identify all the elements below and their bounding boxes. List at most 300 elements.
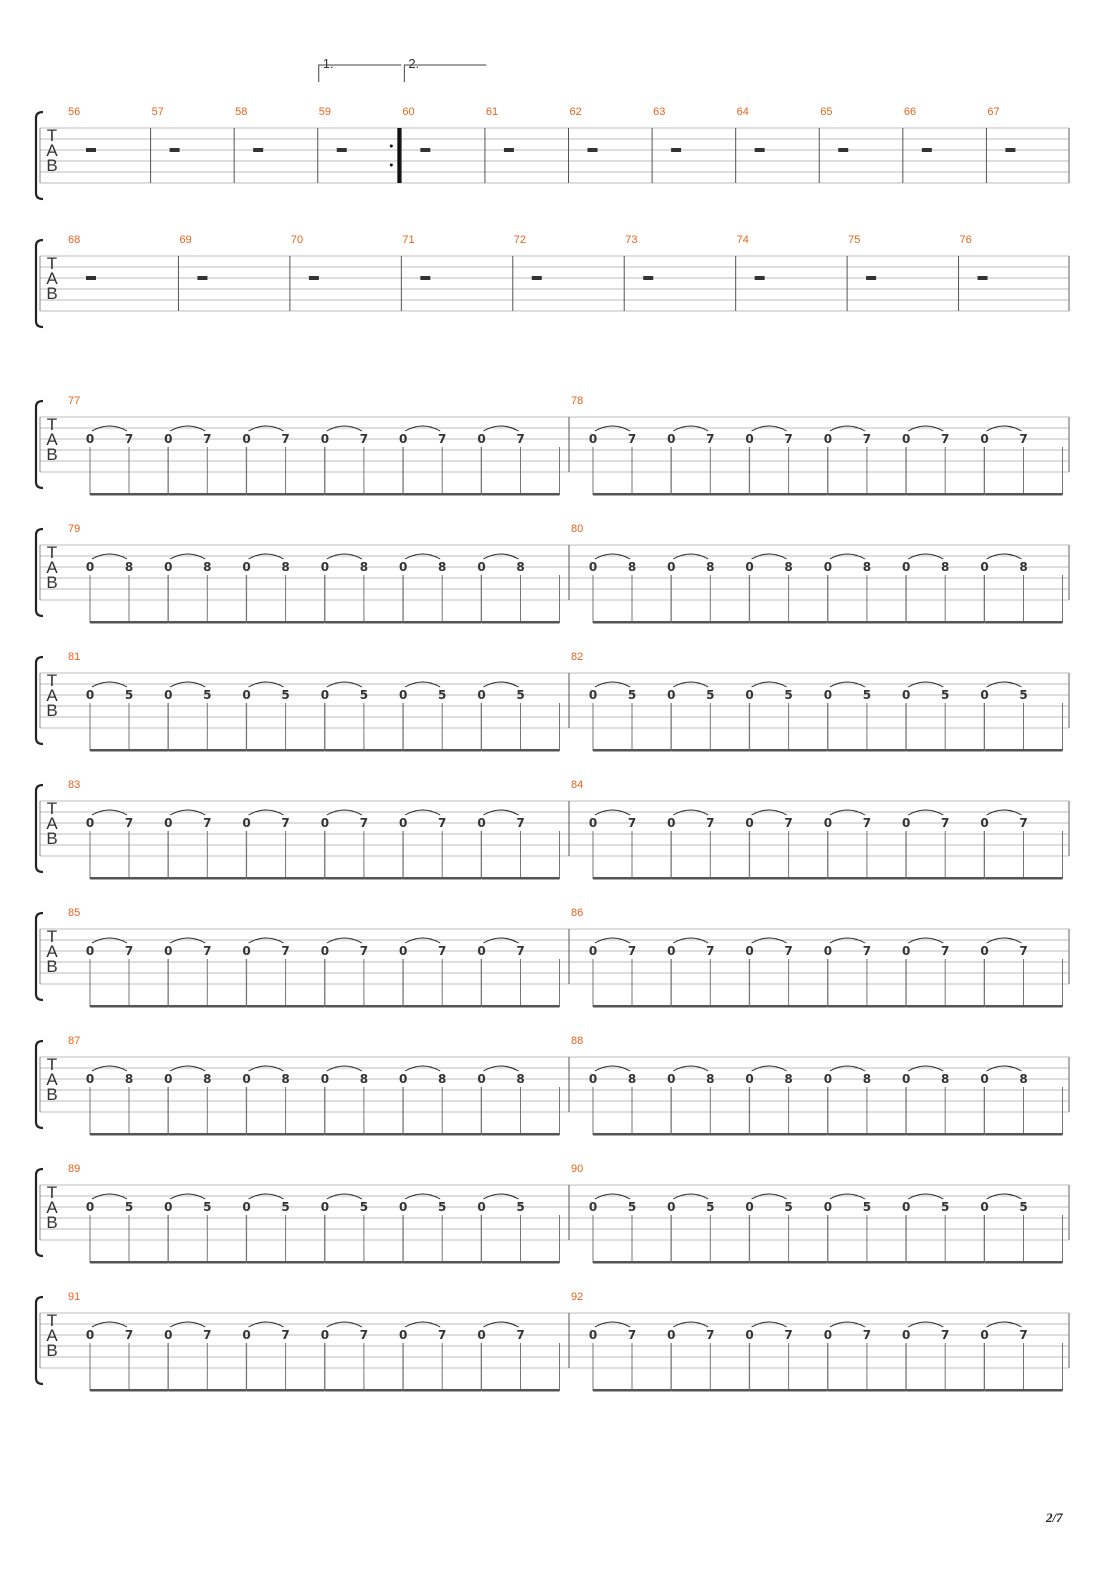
- fret-number: 7: [706, 944, 715, 958]
- fret-number: 7: [124, 432, 134, 446]
- fret-number: 0: [399, 944, 408, 958]
- fret-number: 0: [588, 432, 598, 446]
- fret-number: 0: [902, 432, 911, 446]
- fret-number: 7: [627, 944, 637, 958]
- note-beam: [168, 877, 246, 880]
- fret-number: 0: [85, 1072, 95, 1086]
- fret-number: 7: [784, 944, 793, 958]
- measure-number: 92: [571, 1291, 584, 1303]
- fret-number: 0: [667, 1328, 676, 1342]
- note-beam: [168, 1005, 246, 1008]
- fret-number: 5: [281, 1200, 290, 1214]
- fret-number: 7: [784, 816, 793, 830]
- note-beam: [593, 1389, 671, 1392]
- fret-number: 7: [203, 1328, 212, 1342]
- fret-number: 0: [980, 1328, 989, 1342]
- note-beam: [906, 749, 984, 752]
- fret-number: 0: [588, 944, 598, 958]
- fret-number: 8: [203, 560, 212, 574]
- fret-number: 0: [85, 432, 95, 446]
- page-number: 2/7: [1046, 1510, 1063, 1525]
- fret-number: 0: [320, 1200, 330, 1214]
- fret-number: 8: [124, 1072, 134, 1086]
- measure-number: 71: [402, 234, 415, 246]
- measure-number: 91: [68, 1291, 81, 1303]
- note-beam: [247, 493, 325, 496]
- measure-number: 88: [571, 1035, 584, 1047]
- note-beam: [906, 1133, 984, 1136]
- note-beam: [593, 1133, 671, 1136]
- fret-number: 0: [164, 816, 173, 830]
- fret-number: 5: [203, 1200, 212, 1214]
- fret-number: 0: [745, 560, 754, 574]
- measure-number: 67: [987, 106, 1000, 118]
- tab-clef-letter: A: [46, 1326, 58, 1345]
- fret-number: 8: [706, 560, 715, 574]
- fret-number: 7: [941, 944, 950, 958]
- fret-number: 7: [627, 432, 637, 446]
- note-beam: [750, 1389, 828, 1392]
- note-beam: [90, 1261, 168, 1264]
- fret-number: 0: [667, 688, 676, 702]
- note-beam: [168, 749, 246, 752]
- note-beam: [482, 621, 560, 624]
- note-beam: [671, 749, 749, 752]
- fret-number: 0: [745, 944, 754, 958]
- whole-rest: [253, 148, 263, 152]
- fret-number: 0: [242, 560, 251, 574]
- fret-number: 0: [242, 1200, 251, 1214]
- fret-number: 7: [516, 1328, 525, 1342]
- tab-clef-letter: A: [46, 814, 58, 833]
- fret-number: 5: [516, 1200, 525, 1214]
- tab-clef-letter: A: [46, 1198, 58, 1217]
- fret-number: 0: [320, 560, 330, 574]
- fret-number: 0: [902, 816, 911, 830]
- note-beam: [828, 1261, 906, 1264]
- fret-number: 8: [627, 560, 637, 574]
- fret-number: 0: [242, 688, 251, 702]
- whole-rest: [588, 148, 598, 152]
- repeat-thick-bar: [397, 128, 401, 183]
- note-beam: [593, 749, 671, 752]
- fret-number: 0: [588, 688, 598, 702]
- note-beam: [985, 877, 1063, 880]
- fret-number: 0: [164, 1328, 173, 1342]
- fret-number: 7: [627, 1328, 637, 1342]
- fret-number: 0: [823, 816, 833, 830]
- fret-number: 0: [320, 1328, 330, 1342]
- whole-rest: [1005, 148, 1015, 152]
- fret-number: 7: [281, 432, 290, 446]
- tab-clef-letter: B: [46, 445, 58, 464]
- measure-number: 73: [625, 234, 638, 246]
- note-beam: [482, 749, 560, 752]
- tab-clef-letter: B: [46, 1341, 58, 1360]
- whole-rest: [838, 148, 848, 152]
- fret-number: 5: [941, 688, 950, 702]
- fret-number: 5: [862, 1200, 872, 1214]
- measure-number: 90: [571, 1163, 584, 1175]
- note-beam: [985, 1261, 1063, 1264]
- tab-clef-letter: A: [46, 430, 58, 449]
- fret-number: 8: [281, 560, 290, 574]
- fret-number: 7: [784, 1328, 793, 1342]
- fret-number: 0: [399, 1072, 408, 1086]
- note-beam: [906, 493, 984, 496]
- note-beam: [325, 621, 403, 624]
- fret-number: 0: [902, 944, 911, 958]
- note-beam: [403, 1389, 481, 1392]
- fret-number: 5: [784, 1200, 793, 1214]
- fret-number: 0: [242, 432, 251, 446]
- fret-number: 0: [164, 688, 173, 702]
- measure-number: 79: [68, 523, 81, 535]
- measure-number: 64: [736, 106, 749, 118]
- fret-number: 0: [823, 1072, 833, 1086]
- note-beam: [403, 1261, 481, 1264]
- fret-number: 0: [85, 1328, 95, 1342]
- measure-number: 57: [151, 106, 164, 118]
- fret-number: 8: [516, 560, 525, 574]
- fret-number: 0: [980, 560, 989, 574]
- fret-number: 0: [667, 944, 676, 958]
- fret-number: 0: [477, 560, 486, 574]
- note-beam: [168, 621, 246, 624]
- note-beam: [90, 1389, 168, 1392]
- note-beam: [671, 1005, 749, 1008]
- fret-number: 5: [706, 688, 715, 702]
- fret-number: 5: [1019, 688, 1028, 702]
- fret-number: 0: [85, 1200, 95, 1214]
- fret-number: 0: [477, 1072, 486, 1086]
- fret-number: 0: [399, 816, 408, 830]
- measure-number: 70: [290, 234, 304, 246]
- whole-rest: [420, 148, 430, 152]
- tab-clef-letter: T: [46, 1183, 58, 1202]
- fret-number: 7: [784, 432, 793, 446]
- note-system: [36, 779, 1069, 880]
- note-beam: [671, 1261, 749, 1264]
- note-beam: [325, 749, 403, 752]
- fret-number: 0: [164, 1072, 173, 1086]
- note-beam: [593, 621, 671, 624]
- fret-number: 7: [706, 1328, 715, 1342]
- tab-clef-letter: B: [46, 957, 58, 976]
- note-beam: [168, 1389, 246, 1392]
- fret-number: 0: [164, 1200, 173, 1214]
- fret-number: 5: [862, 688, 872, 702]
- fret-number: 0: [745, 688, 754, 702]
- tab-clef-letter: A: [46, 558, 58, 577]
- rest-system: [36, 56, 1069, 199]
- note-beam: [750, 1261, 828, 1264]
- fret-number: 0: [980, 432, 989, 446]
- fret-number: 7: [203, 816, 212, 830]
- note-beam: [403, 621, 481, 624]
- fret-number: 0: [745, 1072, 754, 1086]
- note-beam: [482, 1389, 560, 1392]
- measure-number: 60: [402, 106, 415, 118]
- note-beam: [750, 1133, 828, 1136]
- note-beam: [247, 1389, 325, 1392]
- note-beam: [671, 877, 749, 880]
- fret-number: 8: [784, 1072, 793, 1086]
- note-beam: [750, 1005, 828, 1008]
- fret-number: 7: [438, 944, 447, 958]
- tab-clef-letter: T: [46, 543, 58, 562]
- measure-number: 62: [569, 106, 582, 118]
- tab-clef-letter: B: [46, 701, 58, 720]
- note-system: [36, 395, 1069, 496]
- fret-number: 0: [902, 560, 911, 574]
- note-beam: [750, 749, 828, 752]
- fret-number: 0: [588, 1328, 598, 1342]
- fret-number: 0: [164, 432, 173, 446]
- measure-number: 89: [68, 1163, 81, 1175]
- fret-number: 7: [281, 816, 290, 830]
- measure-number: 61: [485, 106, 499, 118]
- fret-number: 0: [745, 816, 754, 830]
- fret-number: 7: [1019, 1328, 1028, 1342]
- measure-number: 59: [318, 106, 331, 118]
- fret-number: 7: [281, 1328, 290, 1342]
- note-beam: [750, 621, 828, 624]
- repeat-dot: [390, 145, 393, 148]
- fret-number: 8: [359, 560, 369, 574]
- note-beam: [247, 877, 325, 880]
- fret-number: 7: [203, 944, 212, 958]
- fret-number: 5: [627, 688, 637, 702]
- fret-number: 8: [359, 1072, 369, 1086]
- measure-number: 69: [179, 234, 192, 246]
- fret-number: 7: [862, 1328, 872, 1342]
- fret-number: 8: [281, 1072, 290, 1086]
- fret-number: 8: [862, 560, 872, 574]
- fret-number: 7: [438, 432, 447, 446]
- fret-number: 0: [980, 688, 989, 702]
- tab-clef-letter: B: [46, 573, 58, 592]
- fret-number: 8: [941, 1072, 950, 1086]
- tab-clef-letter: A: [46, 1070, 58, 1089]
- fret-number: 0: [980, 944, 989, 958]
- note-beam: [482, 1261, 560, 1264]
- repeat-dot: [390, 164, 393, 167]
- fret-number: 0: [667, 432, 676, 446]
- note-beam: [906, 621, 984, 624]
- fret-number: 8: [784, 560, 793, 574]
- tab-clef-letter: B: [46, 1213, 58, 1232]
- fret-number: 0: [320, 816, 330, 830]
- note-beam: [593, 493, 671, 496]
- whole-rest: [755, 276, 765, 280]
- note-beam: [247, 1261, 325, 1264]
- fret-number: 8: [438, 560, 447, 574]
- measure-number: 72: [513, 234, 527, 246]
- fret-number: 7: [359, 432, 369, 446]
- note-beam: [828, 621, 906, 624]
- note-system: [36, 1035, 1069, 1136]
- tab-clef-letter: B: [46, 1085, 58, 1104]
- note-beam: [750, 877, 828, 880]
- fret-number: 5: [627, 1200, 637, 1214]
- measure-number: 68: [68, 234, 81, 246]
- fret-number: 0: [85, 816, 95, 830]
- tab-clef-letter: T: [46, 799, 58, 818]
- measure-number: 78: [571, 395, 584, 407]
- fret-number: 0: [823, 944, 833, 958]
- measure-number: 86: [571, 907, 584, 919]
- fret-number: 8: [124, 560, 134, 574]
- fret-number: 0: [242, 1072, 251, 1086]
- measure-number: 81: [68, 651, 81, 663]
- fret-number: 8: [1019, 560, 1028, 574]
- fret-number: 7: [359, 1328, 369, 1342]
- fret-number: 0: [477, 432, 486, 446]
- note-beam: [985, 1005, 1063, 1008]
- fret-number: 5: [706, 1200, 715, 1214]
- note-beam: [168, 1261, 246, 1264]
- fret-number: 0: [242, 816, 251, 830]
- note-beam: [90, 621, 168, 624]
- note-beam: [325, 493, 403, 496]
- whole-rest: [504, 148, 514, 152]
- measure-number: 76: [959, 234, 972, 246]
- fret-number: 0: [902, 688, 911, 702]
- fret-number: 0: [477, 816, 486, 830]
- fret-number: 7: [203, 432, 212, 446]
- fret-number: 7: [516, 944, 525, 958]
- note-beam: [247, 621, 325, 624]
- note-beam: [985, 1389, 1063, 1392]
- note-beam: [403, 493, 481, 496]
- fret-number: 8: [1019, 1072, 1028, 1086]
- note-beam: [593, 1261, 671, 1264]
- fret-number: 0: [85, 688, 95, 702]
- fret-number: 0: [823, 560, 833, 574]
- fret-number: 0: [588, 1072, 598, 1086]
- fret-number: 7: [862, 816, 872, 830]
- fret-number: 0: [320, 944, 330, 958]
- tab-clef-letter: T: [46, 671, 58, 690]
- measure-number: 75: [848, 234, 861, 246]
- fret-number: 7: [1019, 816, 1028, 830]
- fret-number: 0: [164, 944, 173, 958]
- measure-number: 77: [68, 395, 81, 407]
- fret-number: 0: [85, 560, 95, 574]
- measure-number: 85: [68, 907, 81, 919]
- note-beam: [325, 1389, 403, 1392]
- note-system: [36, 1163, 1069, 1264]
- fret-number: 7: [281, 944, 290, 958]
- note-beam: [325, 1261, 403, 1264]
- fret-number: 0: [745, 1200, 754, 1214]
- note-beam: [403, 1005, 481, 1008]
- whole-rest: [197, 276, 207, 280]
- whole-rest: [532, 276, 542, 280]
- volta-label-1: 1.: [322, 56, 334, 71]
- fret-number: 7: [941, 816, 950, 830]
- note-beam: [906, 1389, 984, 1392]
- fret-number: 7: [1019, 432, 1028, 446]
- note-beam: [482, 1133, 560, 1136]
- fret-number: 0: [667, 1200, 676, 1214]
- note-beam: [325, 1005, 403, 1008]
- fret-number: 7: [516, 816, 525, 830]
- whole-rest: [86, 276, 96, 280]
- whole-rest: [922, 148, 932, 152]
- note-beam: [482, 1005, 560, 1008]
- fret-number: 0: [667, 816, 676, 830]
- note-beam: [671, 1133, 749, 1136]
- fret-number: 0: [745, 432, 754, 446]
- fret-number: 5: [281, 688, 290, 702]
- note-beam: [985, 749, 1063, 752]
- fret-number: 0: [823, 1200, 833, 1214]
- fret-number: 5: [359, 1200, 369, 1214]
- fret-number: 0: [477, 944, 486, 958]
- fret-number: 0: [320, 432, 330, 446]
- fret-number: 0: [399, 1328, 408, 1342]
- fret-number: 0: [85, 944, 95, 958]
- fret-number: 7: [359, 944, 369, 958]
- note-system: [36, 523, 1069, 624]
- measure-number: 66: [903, 106, 917, 118]
- whole-rest: [337, 148, 347, 152]
- fret-number: 0: [980, 816, 989, 830]
- fret-number: 0: [588, 560, 598, 574]
- measure-number: 63: [653, 106, 666, 118]
- fret-number: 7: [516, 432, 525, 446]
- note-beam: [671, 621, 749, 624]
- note-beam: [90, 493, 168, 496]
- fret-number: 5: [124, 688, 134, 702]
- note-system: [36, 1291, 1069, 1392]
- note-beam: [750, 493, 828, 496]
- tab-clef-letter: B: [46, 156, 58, 175]
- fret-number: 7: [706, 432, 715, 446]
- note-beam: [482, 493, 560, 496]
- note-beam: [593, 1005, 671, 1008]
- tab-clef-letter: B: [46, 284, 58, 303]
- fret-number: 0: [667, 560, 676, 574]
- fret-number: 7: [359, 816, 369, 830]
- fret-number: 0: [902, 1328, 911, 1342]
- whole-rest: [309, 276, 319, 280]
- whole-rest: [671, 148, 681, 152]
- measure-number: 83: [68, 779, 81, 791]
- fret-number: 5: [784, 688, 793, 702]
- note-beam: [985, 621, 1063, 624]
- fret-number: 0: [242, 944, 251, 958]
- fret-number: 5: [124, 1200, 134, 1214]
- note-beam: [403, 877, 481, 880]
- note-beam: [247, 1133, 325, 1136]
- note-beam: [90, 877, 168, 880]
- fret-number: 5: [516, 688, 525, 702]
- measure-number: 87: [68, 1035, 81, 1047]
- note-beam: [593, 877, 671, 880]
- tab-clef-letter: T: [46, 927, 58, 946]
- fret-number: 0: [477, 688, 486, 702]
- fret-number: 5: [1019, 1200, 1028, 1214]
- note-beam: [671, 1389, 749, 1392]
- tab-clef-letter: A: [46, 141, 58, 160]
- note-beam: [906, 1261, 984, 1264]
- measure-number: 74: [736, 234, 749, 246]
- fret-number: 8: [627, 1072, 637, 1086]
- whole-rest: [420, 276, 430, 280]
